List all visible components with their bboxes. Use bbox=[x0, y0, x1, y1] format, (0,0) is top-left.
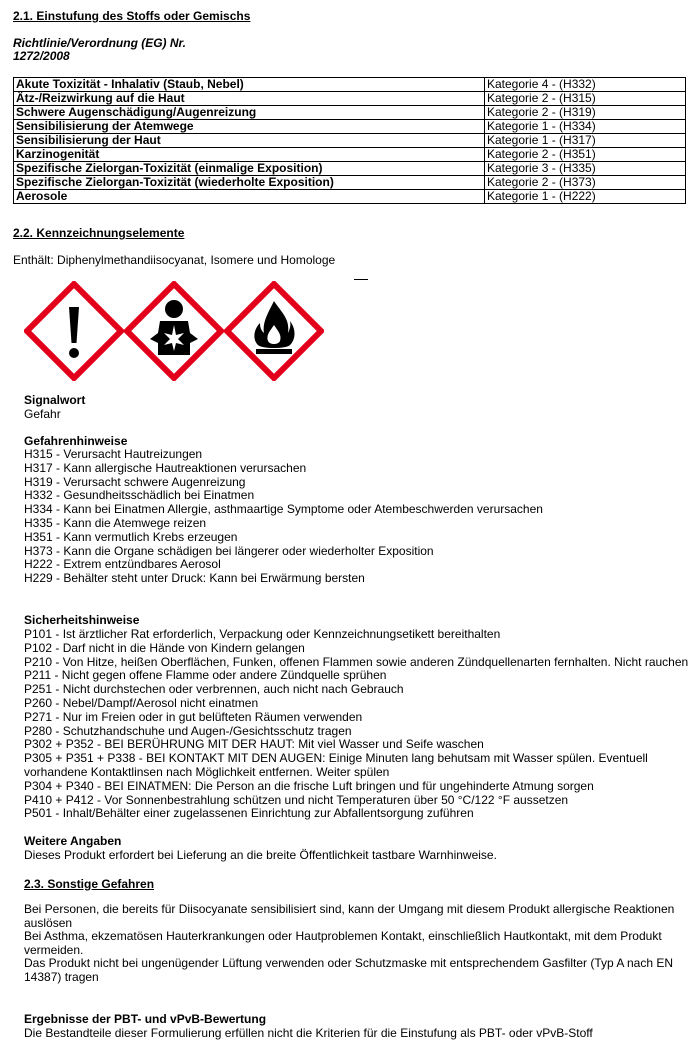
table-row bbox=[14, 106, 686, 120]
health-hazard-icon bbox=[124, 281, 224, 381]
table-row bbox=[14, 92, 686, 106]
category-cell: Kategorie 2 - (H319) bbox=[485, 106, 686, 120]
section-2-1-heading: 2.1. Einstufung des Stoffs oder Gemischs bbox=[13, 9, 251, 23]
pbt-label: Ergebnisse der PBT- und vPvB-Bewertung bbox=[24, 1012, 267, 1026]
other-hazards-line: 14387) tragen bbox=[24, 969, 99, 984]
hazard-statement: H332 - Gesundheitsschädlich bei Einatmen bbox=[24, 488, 255, 503]
table-row bbox=[14, 190, 686, 204]
hazard-class-cell: Aerosole bbox=[14, 190, 485, 204]
hazard-statement: H229 - Behälter steht unter Druck: Kann bei Erwärmung bersten bbox=[24, 571, 365, 586]
divider bbox=[354, 279, 368, 280]
hazard-statement: H373 - Kann die Organe schädigen bei längerer oder wiederholter Exposition bbox=[24, 543, 434, 558]
section-2-2-heading: 2.2. Kennzeichnungselemente bbox=[13, 226, 185, 240]
precautionary-statement: P280 - Schutzhandschuhe und Augen-/Gesichtsschutz tragen bbox=[24, 723, 352, 738]
pbt-text: Die Bestandteile dieser Formulierung erfüllen nicht die Kriterien für die Einstufung als PBT- oder vPvB-Stoff bbox=[24, 1026, 593, 1040]
exclamation-mark-icon bbox=[24, 281, 124, 381]
precautionary-statement: P304 + P340 - BEI EINATMEN: Die Person an die frische Luft bringen und für ungehinderte Atmung sorgen bbox=[24, 778, 594, 793]
table-row bbox=[14, 78, 686, 92]
regulation-line-2: 1272/2008 bbox=[13, 49, 70, 63]
precautionary-statement: P210 - Von Hitze, heißen Oberflächen, Funken, offenen Flammen sowie anderen Zündquellenarten fernhalten. Nicht rauchen bbox=[24, 654, 689, 669]
hazard-class-cell: Ätz-/Reizwirkung auf die Haut bbox=[14, 92, 485, 106]
category-cell: Kategorie 2 - (H373) bbox=[485, 176, 686, 190]
hazard-statement: H335 - Kann die Atemwege reizen bbox=[24, 515, 207, 530]
precautionary-statements-list bbox=[24, 628, 688, 821]
category-cell: Kategorie 4 - (H332) bbox=[485, 78, 686, 92]
hazard-statements-list bbox=[24, 448, 543, 586]
hazard-statement: H317 - Kann allergische Hautreaktionen verursachen bbox=[24, 460, 307, 475]
precautionary-statement: P501 - Inhalt/Behälter einer zugelassenen Einrichtung zur Abfallentsorgung zuführen bbox=[24, 806, 474, 821]
category-cell: Kategorie 2 - (H315) bbox=[485, 92, 686, 106]
category-cell: Kategorie 1 - (H317) bbox=[485, 134, 686, 148]
table-row bbox=[14, 120, 686, 134]
other-hazards-line: Das Produkt nicht bei ungenügender Lüftung verwenden oder Schutzmaske mit entsprechendem Gasfilter (Typ A nach EN bbox=[24, 956, 674, 970]
hazard-class-cell: Spezifische Zielorgan-Toxizität (wiederholte Exposition) bbox=[14, 176, 485, 190]
contains-text: Enthält: Diphenylmethandiisocyanat, Isomere und Homologe bbox=[13, 253, 336, 267]
other-hazards-line: vermeiden. bbox=[24, 942, 84, 957]
section-2-3-heading: 2.3. Sonstige Gefahren bbox=[24, 877, 155, 891]
hazard-statement: H351 - Kann vermutlich Krebs erzeugen bbox=[24, 529, 238, 544]
hazard-class-cell: Sensibilisierung der Haut bbox=[14, 134, 485, 148]
precautionary-statement: P101 - Ist ärztlicher Rat erforderlich, Verpackung oder Kennzeichnungsetikett bereithalten bbox=[24, 627, 501, 641]
hazard-class-cell: Karzinogenität bbox=[14, 148, 485, 162]
signal-word-value: Gefahr bbox=[24, 407, 61, 421]
category-cell: Kategorie 1 - (H334) bbox=[485, 120, 686, 134]
other-hazards-line: Bei Personen, die bereits für Diisocyanate sensibilisiert sind, kann der Umgang mit diesem Produkt allergische Reaktionen bbox=[24, 902, 675, 916]
hazard-statement: H319 - Verursacht schwere Augenreizung bbox=[24, 474, 246, 489]
other-hazards-text bbox=[24, 903, 674, 984]
table-row bbox=[14, 162, 686, 176]
precautionary-statement: P260 - Nebel/Dampf/Aerosol nicht einatmen bbox=[24, 695, 259, 710]
precautionary-statement: vorhandene Kontaktlinsen nach Möglichkeit entfernen. Weiter spülen bbox=[24, 764, 390, 779]
precautionary-statement: P211 - Nicht gegen offene Flamme oder andere Zündquelle sprühen bbox=[24, 668, 387, 683]
precautionary-statement: P102 - Darf nicht in die Hände von Kindern gelangen bbox=[24, 640, 305, 655]
flame-icon bbox=[224, 281, 324, 381]
other-hazards-line: auslösen bbox=[24, 915, 73, 930]
hazard-statement: H222 - Extrem entzündbares Aerosol bbox=[24, 557, 221, 572]
precautionary-statement: P271 - Nur im Freien oder in gut belüfteten Räumen verwenden bbox=[24, 709, 363, 724]
hazard-statements-label: Gefahrenhinweise bbox=[24, 434, 128, 448]
category-cell: Kategorie 3 - (H335) bbox=[485, 162, 686, 176]
table-row bbox=[14, 176, 686, 190]
further-info-text: Dieses Produkt erfordert bei Lieferung an die breite Öffentlichkeit tastbare Warnhinweise. bbox=[24, 848, 497, 862]
signal-word-label: Signalwort bbox=[24, 393, 86, 407]
further-info-label: Weitere Angaben bbox=[24, 834, 122, 848]
hazard-class-cell: Akute Toxizität - Inhalativ (Staub, Nebel) bbox=[14, 78, 485, 92]
regulation-label bbox=[13, 37, 186, 63]
precautionary-statement: P302 + P352 - BEI BERÜHRUNG MIT DER HAUT: Mit viel Wasser und Seife waschen bbox=[24, 737, 484, 752]
classification-table bbox=[13, 77, 686, 204]
category-cell: Kategorie 2 - (H351) bbox=[485, 148, 686, 162]
other-hazards-line: Bei Asthma, ekzematösen Hauterkrankungen oder Hautproblemen Kontakt, einschließlich Hautkontakt, mit dem Produkt bbox=[24, 929, 662, 943]
regulation-line-1: Richtlinie/Verordnung (EG) Nr. bbox=[13, 36, 186, 50]
hazard-class-cell: Schwere Augenschädigung/Augenreizung bbox=[14, 106, 485, 120]
precautionary-statements-label: Sicherheitshinweise bbox=[24, 613, 140, 627]
hazard-class-cell: Spezifische Zielorgan-Toxizität (einmalige Exposition) bbox=[14, 162, 485, 176]
precautionary-statement: P305 + P351 + P338 - BEI KONTAKT MIT DEN AUGEN: Einige Minuten lang behutsam mit Wasser spülen. Eventuell bbox=[24, 751, 648, 766]
hazard-statement: H334 - Kann bei Einatmen Allergie, asthmaartige Symptome oder Atembeschwerden verursachen bbox=[24, 502, 543, 517]
hazard-class-cell: Sensibilisierung der Atemwege bbox=[14, 120, 485, 134]
hazard-statement: H315 - Verursacht Hautreizungen bbox=[24, 447, 203, 461]
table-row bbox=[14, 148, 686, 162]
table-row bbox=[14, 134, 686, 148]
precautionary-statement: P251 - Nicht durchstechen oder verbrennen, auch nicht nach Gebrauch bbox=[24, 682, 404, 697]
precautionary-statement: P410 + P412 - Vor Sonnenbestrahlung schützen und nicht Temperaturen über 50 °C/122 °F aussetzen bbox=[24, 792, 569, 807]
category-cell: Kategorie 1 - (H222) bbox=[485, 190, 686, 204]
